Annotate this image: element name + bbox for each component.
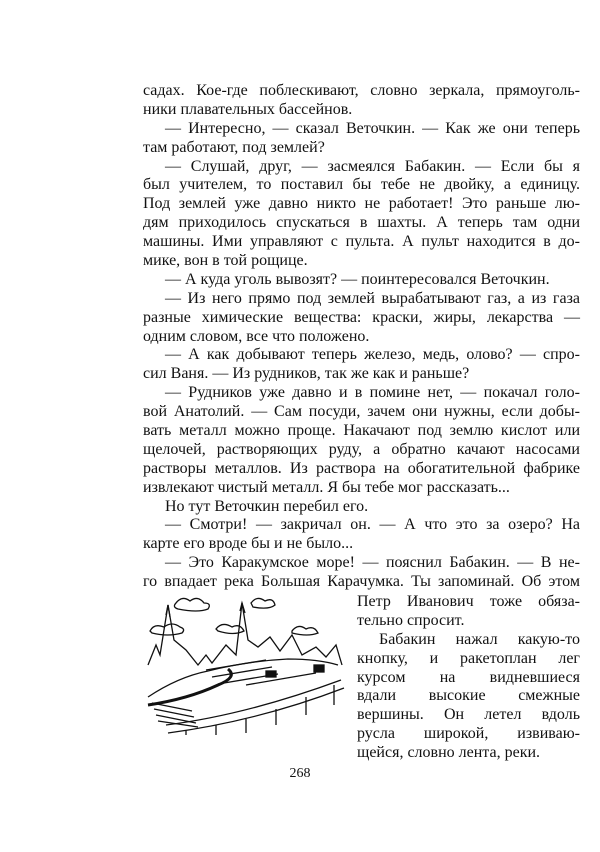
text-line: вать металл можно проще. Накачают под землю кислот или xyxy=(143,422,580,440)
text-line: — Интересно, — сказал Веточкин. — Как же они теперь xyxy=(165,119,580,137)
text-line: — Слушай, друг, — засмеялся Бабакин. — Если бы я xyxy=(165,157,580,175)
text-line: извлекают чистый металл. Я бы тебе мог рассказать... xyxy=(143,478,510,496)
text-line: мике, вон в той рощице. xyxy=(143,252,308,270)
text-line: Но тут Веточкин перебил его. xyxy=(165,497,369,515)
text-line: — А как добывают теперь железо, медь, олово? — спро- xyxy=(165,346,580,364)
text-line: вдали высокие смежные xyxy=(357,687,580,705)
text-line: был учителем, то поставил бы тебе не двойку, а единицу. xyxy=(143,176,580,194)
main-text-column xyxy=(143,82,580,592)
text-line: карте его вроде бы и не было... xyxy=(143,535,354,553)
text-line: — А куда уголь вывозят? — поинтересовался Веточкин. xyxy=(165,270,550,288)
text-line: садах. Кое-где поблескивают, словно зеркала, прямоуголь- xyxy=(143,82,580,99)
text-line: Петр Иванович тоже обяза- xyxy=(357,593,580,610)
text-line: Под землей уже давно никто не работает! Это раньше лю- xyxy=(143,195,580,213)
text-line: — Из него прямо под землей вырабатывают газ, а из газа xyxy=(165,289,580,307)
text-line: кнопку, и ракетоплан лег xyxy=(357,649,580,667)
page-number: 268 xyxy=(289,766,311,781)
text-line: вой Анатолий. — Сам посуди, зачем они нужны, если добы- xyxy=(143,403,580,421)
text-line: вершины. Он летел вдоль xyxy=(357,706,580,724)
text-line: там работают, под землей? xyxy=(143,138,325,156)
side-text-column xyxy=(357,593,580,763)
text-line: щейся, словно лента, реки. xyxy=(357,744,541,762)
text-line: одним словом, все что положено. xyxy=(143,327,370,345)
text-line: щелочей, растворяющих руду, а обратно качают насосами xyxy=(143,440,580,458)
text-line: курсом на видневшиеся xyxy=(357,668,580,686)
text-line: растворы металлов. Из раствора на обогатительной фабрике xyxy=(143,459,580,477)
text-line: дям приходилось спускаться в шахты. А теперь там одни xyxy=(143,214,580,232)
text-line: — Это Каракумское море! — пояснил Бабакин. — В не- xyxy=(165,554,580,572)
text-line: сил Ваня. — Из рудников, так же как и раньше? xyxy=(143,365,470,383)
text-line: — Смотри! — закричал он. — А что это за озеро? На xyxy=(165,516,580,534)
text-line: ники плавательных бассейнов. xyxy=(143,100,353,118)
text-line: го впадает река Большая Карачумка. Ты запоминай. Об этом xyxy=(143,573,580,591)
text-line: русла широкой, извиваю- xyxy=(357,725,580,743)
text-line: машины. Ими управляют с пульта. А пульт находится в до- xyxy=(143,233,580,251)
text-line: тельно спросит. xyxy=(357,611,465,629)
text-line: разные химические вещества: краски, жиры, лекарства — xyxy=(143,308,580,326)
text-line: — Рудников уже давно и в помине нет, — покачал голо- xyxy=(165,384,580,402)
text-line: Бабакин нажал какую-то xyxy=(379,630,580,648)
illustration-mountains-river xyxy=(146,585,346,735)
